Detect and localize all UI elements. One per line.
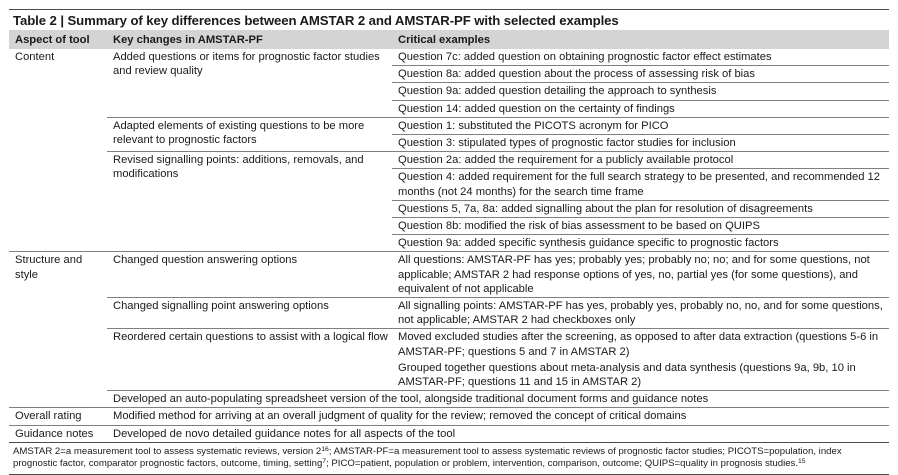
table-row: [9, 408, 889, 425]
change-cell: Developed an auto-populating spreadsheet version of the tool, alongside traditional document forms and guidance notes: [107, 391, 889, 408]
example-cell: Questions 5, 7a, 8a: added signalling about the plan for resolution of disagreements: [392, 200, 889, 217]
table-row: [9, 152, 889, 169]
footnote-text: ; AMSTAR-PF=a measurement tool to assess systematic reviews of prognostic factor studies; PICOTS=population, index prognostic factor, comparator prognostic factors, outcome, timing, setting: [13, 445, 842, 470]
example-cell: Grouped together questions about meta-analysis and data synthesis (questions 9a, 9b, 10 in AMSTAR-PF; questions 11 and 15 in AMSTAR 2): [398, 361, 856, 389]
footnote-ref: 16: [321, 445, 329, 453]
table-row: [9, 252, 889, 298]
table-row: [9, 425, 889, 442]
table-row: [9, 117, 889, 134]
example-cell: Question 2a: added the requirement for a publicly available protocol: [392, 152, 889, 169]
table-row: [9, 49, 889, 66]
change-cell: Developed de novo detailed guidance notes for all aspects of the tool: [107, 425, 889, 442]
table-row: [9, 391, 889, 408]
change-cell: Revised signalling points: additions, removals, and modifications: [107, 152, 392, 252]
example-cell: All signalling points: AMSTAR-PF has yes, probably yes, probably no, no, and for some questions, not applicable; AMSTAR 2 had checkboxes only: [392, 298, 889, 329]
example-cell: Moved excluded studies after the screening, as opposed to after data extraction (questions 5-6 in AMSTAR-PF; questions 5 and 7 in AMSTAR 2): [392, 329, 889, 360]
table-footnote: [9, 442, 889, 475]
change-cell: Modified method for arriving at an overall judgment of quality for the review; removed the concept of critical domains: [107, 408, 889, 425]
differences-table: [9, 30, 889, 442]
change-cell: Reordered certain questions to assist with a logical flow: [107, 329, 392, 391]
table-title: Table 2 | Summary of key differences between AMSTAR 2 and AMSTAR-PF with selected examples: [9, 9, 889, 30]
example-cell: Question 1: substituted the PICOTS acronym for PICO: [392, 117, 889, 134]
example-cell: Question 9a: added question detailing the approach to synthesis: [392, 83, 889, 100]
header-critical-examples: Critical examples: [398, 34, 491, 46]
footnote-text: AMSTAR 2=a measurement tool to assess systematic reviews, version 2: [13, 445, 322, 457]
header-key-changes: Key changes in AMSTAR-PF: [113, 34, 263, 46]
aspect-structure-style: Structure and style: [9, 252, 107, 408]
header-aspect: Aspect of tool: [15, 34, 90, 46]
example-cell: Question 8a: added question about the process of assessing risk of bias: [392, 66, 889, 83]
table-row: [9, 329, 889, 360]
summary-table-container: [9, 9, 889, 475]
example-cell: Question 3: stipulated types of prognostic factor studies for inclusion: [392, 135, 889, 152]
footnote-text: ; PICO=patient, population or problem, intervention, comparison, outcome; QUIPS=quality in prognosis studies.: [326, 458, 799, 470]
aspect-guidance-notes: Guidance notes: [9, 425, 107, 442]
table-header-row: [9, 30, 889, 49]
example-cell: Question 7c: added question on obtaining prognostic factor effect estimates: [398, 51, 772, 63]
example-cell: All questions: AMSTAR-PF has yes; probably yes; probably no; no; and for some questions, not applicable; AMSTAR 2 had response options of yes, no, partial yes (for some questions), and equivalent of not applicable: [392, 252, 889, 298]
example-cell: Question 8b: modified the risk of bias assessment to be based on QUIPS: [392, 218, 889, 235]
example-cell: Question 14: added question on the certainty of findings: [392, 100, 889, 117]
footnote-ref: 15: [798, 458, 806, 466]
change-cell: Changed signalling point answering options: [107, 298, 392, 329]
example-cell: Question 9a: added specific synthesis guidance specific to prognostic factors: [392, 235, 889, 252]
aspect-content: Content: [15, 51, 55, 63]
change-cell: Added questions or items for prognostic factor studies and review quality: [113, 51, 380, 78]
change-cell: Adapted elements of existing questions to be more relevant to prognostic factors: [107, 117, 392, 151]
example-cell: Question 4: added requirement for the full search strategy to be presented, and recommended 12 months (not 24 months) for the search time frame: [392, 169, 889, 200]
aspect-overall-rating: Overall rating: [9, 408, 107, 425]
change-cell: Changed question answering options: [107, 252, 392, 298]
footnote-ref: 7: [322, 458, 327, 466]
table-row: [9, 298, 889, 329]
